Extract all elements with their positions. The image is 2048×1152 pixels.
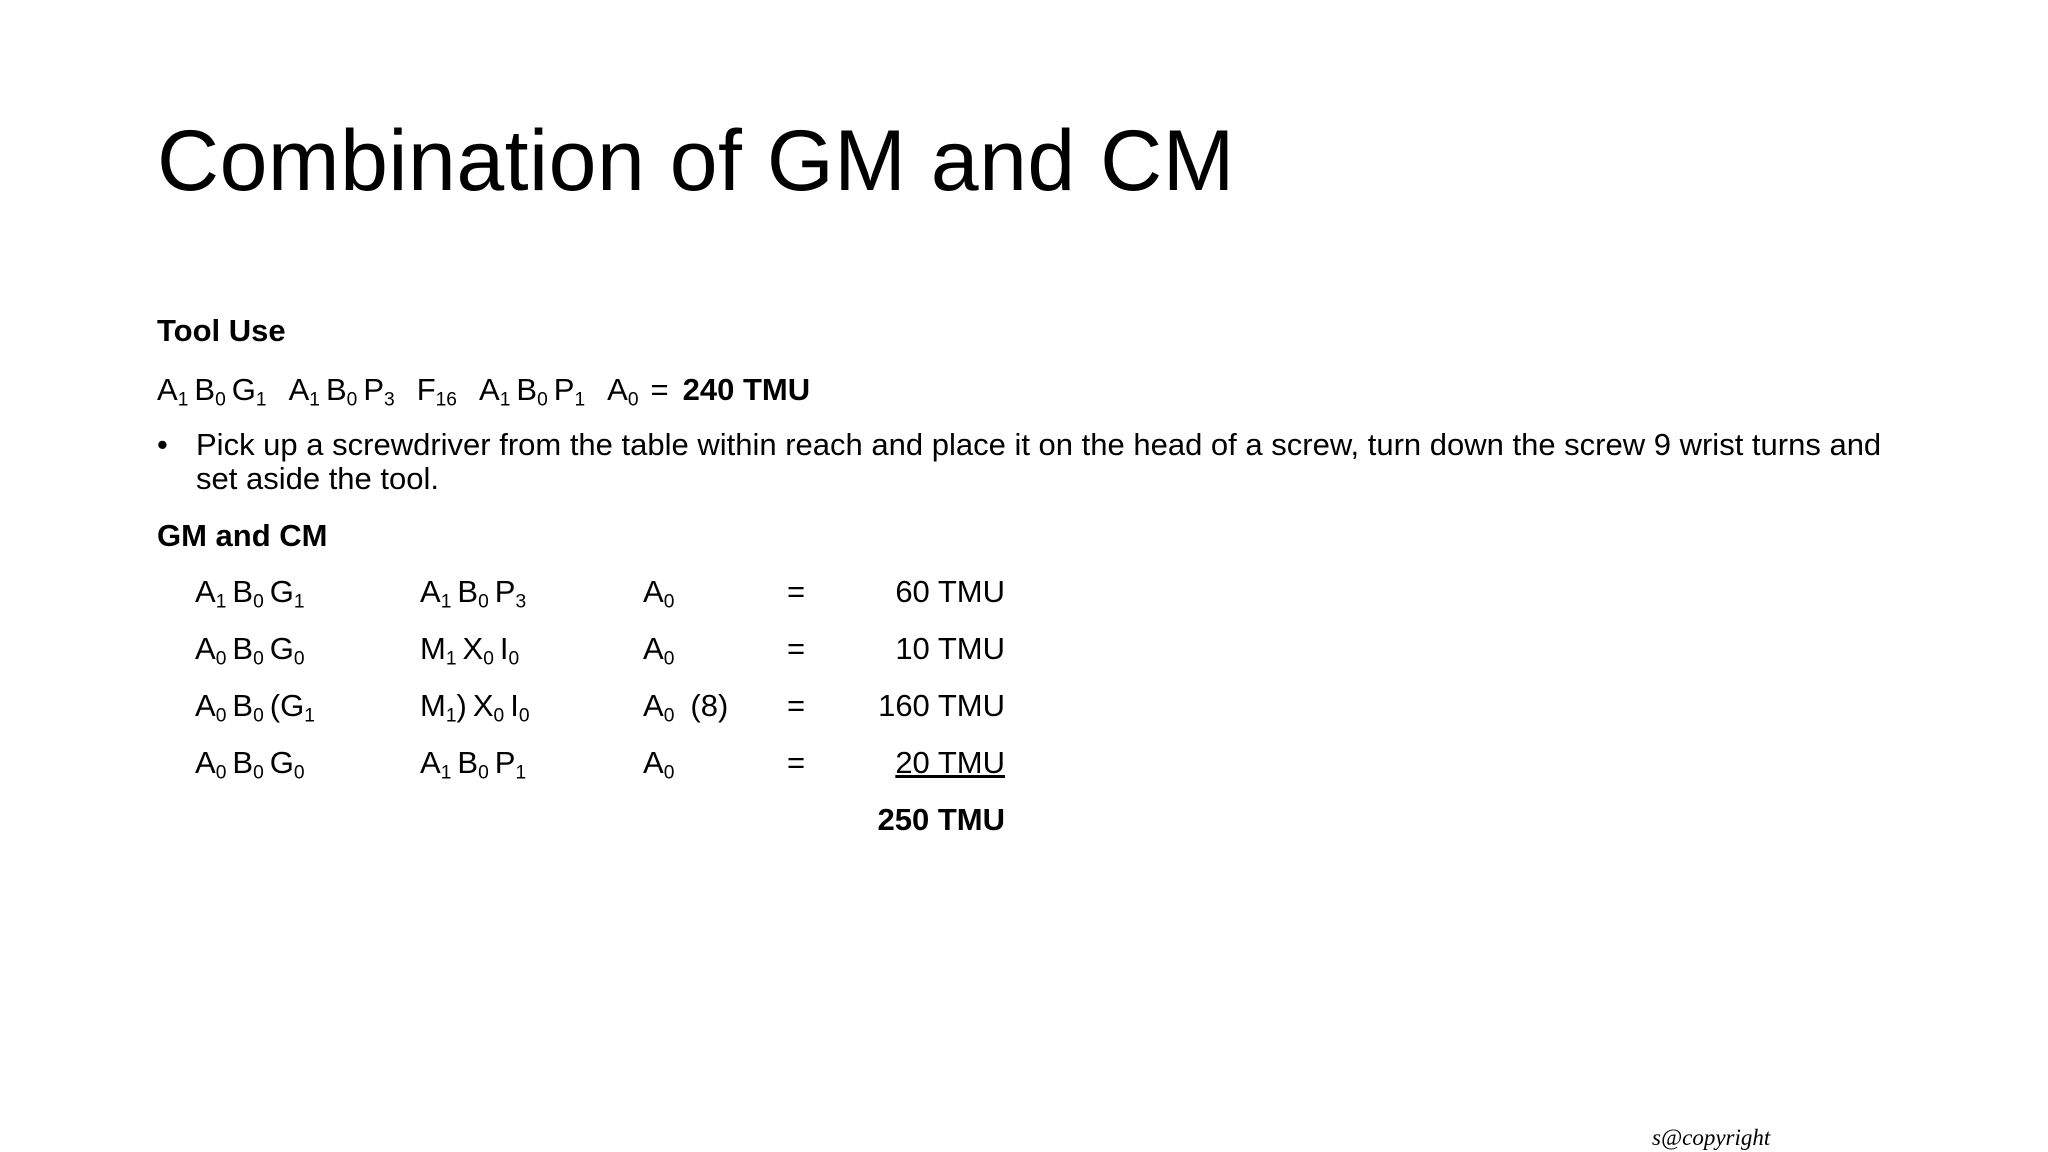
formula-token-group bbox=[416, 372, 457, 411]
motion-symbol: $P_3$ bbox=[363, 372, 395, 411]
move-cell bbox=[420, 688, 530, 727]
copyright-text: s@copyright bbox=[1652, 1125, 1771, 1150]
equals-sign: = bbox=[787, 631, 806, 666]
tmu-value: 10 TMU bbox=[895, 631, 1005, 666]
tmu-value: 60 TMU bbox=[895, 574, 1005, 609]
gm-cm-heading: GM and CM bbox=[157, 518, 328, 553]
equals-sign: = bbox=[787, 745, 806, 780]
motion-symbol: $B_0$ bbox=[194, 372, 226, 411]
motion-symbol: $A_0$ bbox=[643, 574, 675, 613]
motion-symbol: $A_0$ bbox=[195, 688, 227, 727]
formula-tokens bbox=[157, 372, 639, 411]
motion-symbol: $B_0$ bbox=[516, 372, 548, 411]
motion-symbol: $M_1$) bbox=[420, 688, 467, 727]
motion-symbol: $A_0$ bbox=[195, 631, 227, 670]
motion-symbol: $A_0$ bbox=[643, 745, 675, 784]
get-place-cell bbox=[195, 745, 305, 784]
motion-symbol: $B_0$ bbox=[232, 574, 264, 613]
motion-symbol: $A_1$ bbox=[420, 745, 452, 784]
get-place-cell bbox=[195, 574, 305, 613]
motion-symbol: $A_1$ bbox=[288, 372, 320, 411]
tmu-value: 160 TMU bbox=[878, 688, 1005, 723]
move-cell bbox=[420, 574, 527, 613]
frequency-label: (8) bbox=[690, 688, 729, 723]
motion-symbol: $F_{16}$ bbox=[416, 372, 457, 411]
motion-symbol: ($G_1$ bbox=[269, 688, 315, 727]
bullet-list-item bbox=[157, 428, 1917, 496]
get-place-cell bbox=[195, 631, 305, 670]
motion-symbol: $G_0$ bbox=[269, 745, 305, 784]
motion-symbol: $P_1$ bbox=[494, 745, 527, 784]
move-cell bbox=[420, 745, 527, 784]
motion-symbol: $M_1$ bbox=[420, 631, 457, 670]
formula-equals: = bbox=[650, 372, 669, 407]
equals-sign: = bbox=[787, 688, 806, 723]
motion-symbol: $G_1$ bbox=[269, 574, 305, 613]
equals-sign: = bbox=[787, 574, 806, 609]
motion-symbol: $G_0$ bbox=[269, 631, 305, 670]
motion-symbol: $B_0$ bbox=[232, 631, 264, 670]
motion-symbol: $A_1$ bbox=[420, 574, 452, 613]
motion-symbol: $B_0$ bbox=[325, 372, 358, 411]
motion-symbol: $A_1$ bbox=[195, 574, 227, 613]
move-cell bbox=[420, 631, 520, 670]
motion-symbol: $A_1$ bbox=[479, 372, 511, 411]
motion-symbol: $P_3$ bbox=[494, 574, 527, 613]
motion-symbol: $I_0$ bbox=[510, 688, 530, 727]
formula-token-group bbox=[479, 372, 586, 411]
formula-token-group bbox=[288, 372, 395, 411]
bullet-text: Pick up a screwdriver from the table within reach and place it on the head of a screw, turn down the screw 9 wrist turns and set aside the tool. bbox=[196, 427, 1882, 496]
motion-symbol: $X_0$ bbox=[462, 631, 494, 670]
motion-symbol: $B_0$ bbox=[457, 745, 489, 784]
tool-use-heading: Tool Use bbox=[157, 313, 286, 348]
motion-symbol: $B_0$ bbox=[457, 574, 489, 613]
formula-token-group bbox=[157, 372, 267, 411]
formula-token-group bbox=[607, 372, 639, 411]
tmu-value: 20 TMU bbox=[895, 745, 1005, 780]
motion-symbol: $A_0$ bbox=[195, 745, 227, 784]
motion-symbol: $A_0$ bbox=[643, 631, 675, 670]
motion-symbol: $I_0$ bbox=[499, 631, 520, 670]
motion-symbol: $A_1$ bbox=[157, 372, 189, 411]
return-cell bbox=[643, 574, 675, 613]
return-cell bbox=[643, 745, 675, 784]
bullet-dot: • bbox=[157, 427, 168, 462]
slide-title: Combination of GM and CM bbox=[157, 113, 1235, 209]
motion-symbol: $X_0$ bbox=[472, 688, 505, 727]
motion-symbol: $B_0$ bbox=[232, 688, 264, 727]
motion-symbol: $P_1$ bbox=[553, 372, 586, 411]
motion-symbol: $G_1$ bbox=[231, 372, 267, 411]
motion-symbol: $A_0$ bbox=[643, 688, 675, 727]
return-cell bbox=[643, 688, 729, 727]
motion-symbol: $A_0$ bbox=[607, 372, 639, 411]
get-place-cell bbox=[195, 688, 315, 727]
motion-symbol: $B_0$ bbox=[232, 745, 264, 784]
formula-result: 240 TMU bbox=[682, 372, 811, 407]
return-cell bbox=[643, 631, 675, 670]
tool-use-formula bbox=[157, 372, 811, 411]
total-tmu-value: 250 TMU bbox=[877, 802, 1005, 837]
